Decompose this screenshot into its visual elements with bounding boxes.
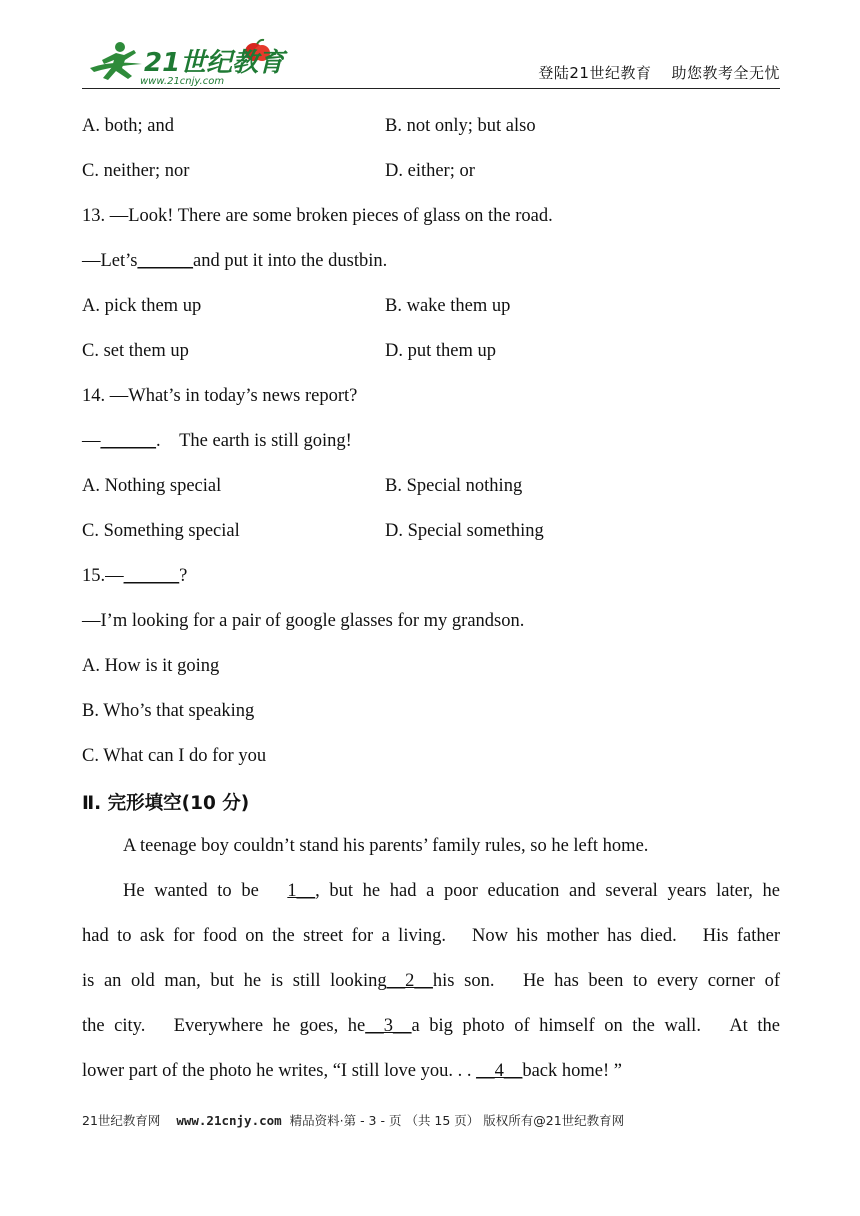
blank-1: 1__ [287, 881, 316, 901]
q12-option-d: D. either; or [385, 161, 475, 181]
q13-line2-post: and put it into the dustbin. [193, 251, 388, 271]
header-motto-text: 助您教考全无忧 [671, 64, 780, 82]
q15-stem-post: ? [179, 566, 188, 586]
q14-option-b: B. Special nothing [385, 476, 523, 496]
q12-option-a: A. both; and [82, 116, 174, 136]
q14-option-c: C. Something special [82, 521, 240, 541]
passage-line-1-pre: He wanted to be [123, 881, 259, 901]
footer-url: www.21cnjy.com [176, 1113, 282, 1128]
passage-line-4 [82, 1014, 780, 1038]
q13-option-a: A. pick them up [82, 296, 202, 316]
passage-line-4-pre: the city. Everywhere he goes, he [82, 1016, 366, 1036]
q13-stem: 13. —Look! There are some broken pieces of glass on the road. [82, 206, 553, 226]
q14-option-a: A. Nothing special [82, 476, 222, 496]
passage-line-1 [82, 879, 780, 903]
q15-option-c: C. What can I do for you [82, 746, 267, 766]
q13-option-b: B. wake them up [385, 296, 511, 316]
q15-option-b: B. Who’s that speaking [82, 701, 255, 721]
q15-option-a: A. How is it going [82, 656, 220, 676]
q12-option-b: B. not only; but also [385, 116, 536, 136]
passage-line-5-pre: lower part of the photo he writes, “I still love you. . . [82, 1061, 472, 1081]
q13-option-c: C. set them up [82, 341, 189, 361]
q13-line2 [82, 249, 387, 273]
q14-line2 [82, 429, 352, 453]
footer-page-info: 精品资料·第 - 3 - 页 （共 15 页） 版权所有@21世纪教育网 [289, 1113, 625, 1128]
q13-blank: ______ [137, 251, 193, 271]
q14-line2-pre: — [82, 431, 101, 451]
q14-option-d: D. Special something [385, 521, 544, 541]
svg-text:www.21cnjy.com: www.21cnjy.com [140, 76, 225, 87]
q13-option-d: D. put them up [385, 341, 496, 361]
q15-blank: ______ [123, 566, 180, 586]
section-title: Ⅱ. 完形填空(10 分) [82, 793, 250, 814]
q13-line2-pre: —Let’s [82, 251, 138, 271]
logo-21cnjy [82, 38, 302, 88]
passage-line-4-post: a big photo of himself on the wall. At the [411, 1016, 780, 1036]
passage-line-1-post: , but he had a poor education and several years later, he [315, 881, 780, 901]
passage-line-3 [82, 969, 780, 993]
page-header [82, 38, 780, 89]
q14-line2-post: . The earth is still going! [156, 431, 352, 451]
page-footer [82, 1111, 624, 1129]
passage-paragraph-1: A teenage boy couldn’t stand his parents’ family rules, so he left home. [123, 836, 649, 856]
passage-line-5-post: back home! ” [522, 1061, 622, 1081]
blank-3: __3__ [365, 1016, 412, 1036]
blank-4: __4__ [476, 1061, 523, 1081]
passage-line-5 [82, 1059, 622, 1083]
passage-line-3-pre: is an old man, but he is still looking [82, 971, 387, 991]
q14-blank: ______ [100, 431, 156, 451]
header-slogan [518, 62, 780, 83]
svg-text:21世纪教育: 21世纪教育 [144, 48, 285, 78]
footer-site-name: 21世纪教育网 [82, 1113, 161, 1128]
passage-line-2: had to ask for food on the street for a living. Now his mother has died. His father [82, 926, 780, 946]
header-login-text: 登陆21世纪教育 [538, 64, 652, 82]
blank-2: __2__ [386, 971, 433, 991]
passage-line-3-post: his son. He has been to every corner of [432, 971, 780, 991]
q14-stem: 14. —What’s in today’s news report? [82, 386, 358, 406]
q12-option-c: C. neither; nor [82, 161, 190, 181]
q15-stem [82, 564, 187, 588]
q15-stem-pre: 15.— [82, 566, 124, 586]
q15-line2: —I’m looking for a pair of google glasses for my grandson. [82, 611, 525, 631]
